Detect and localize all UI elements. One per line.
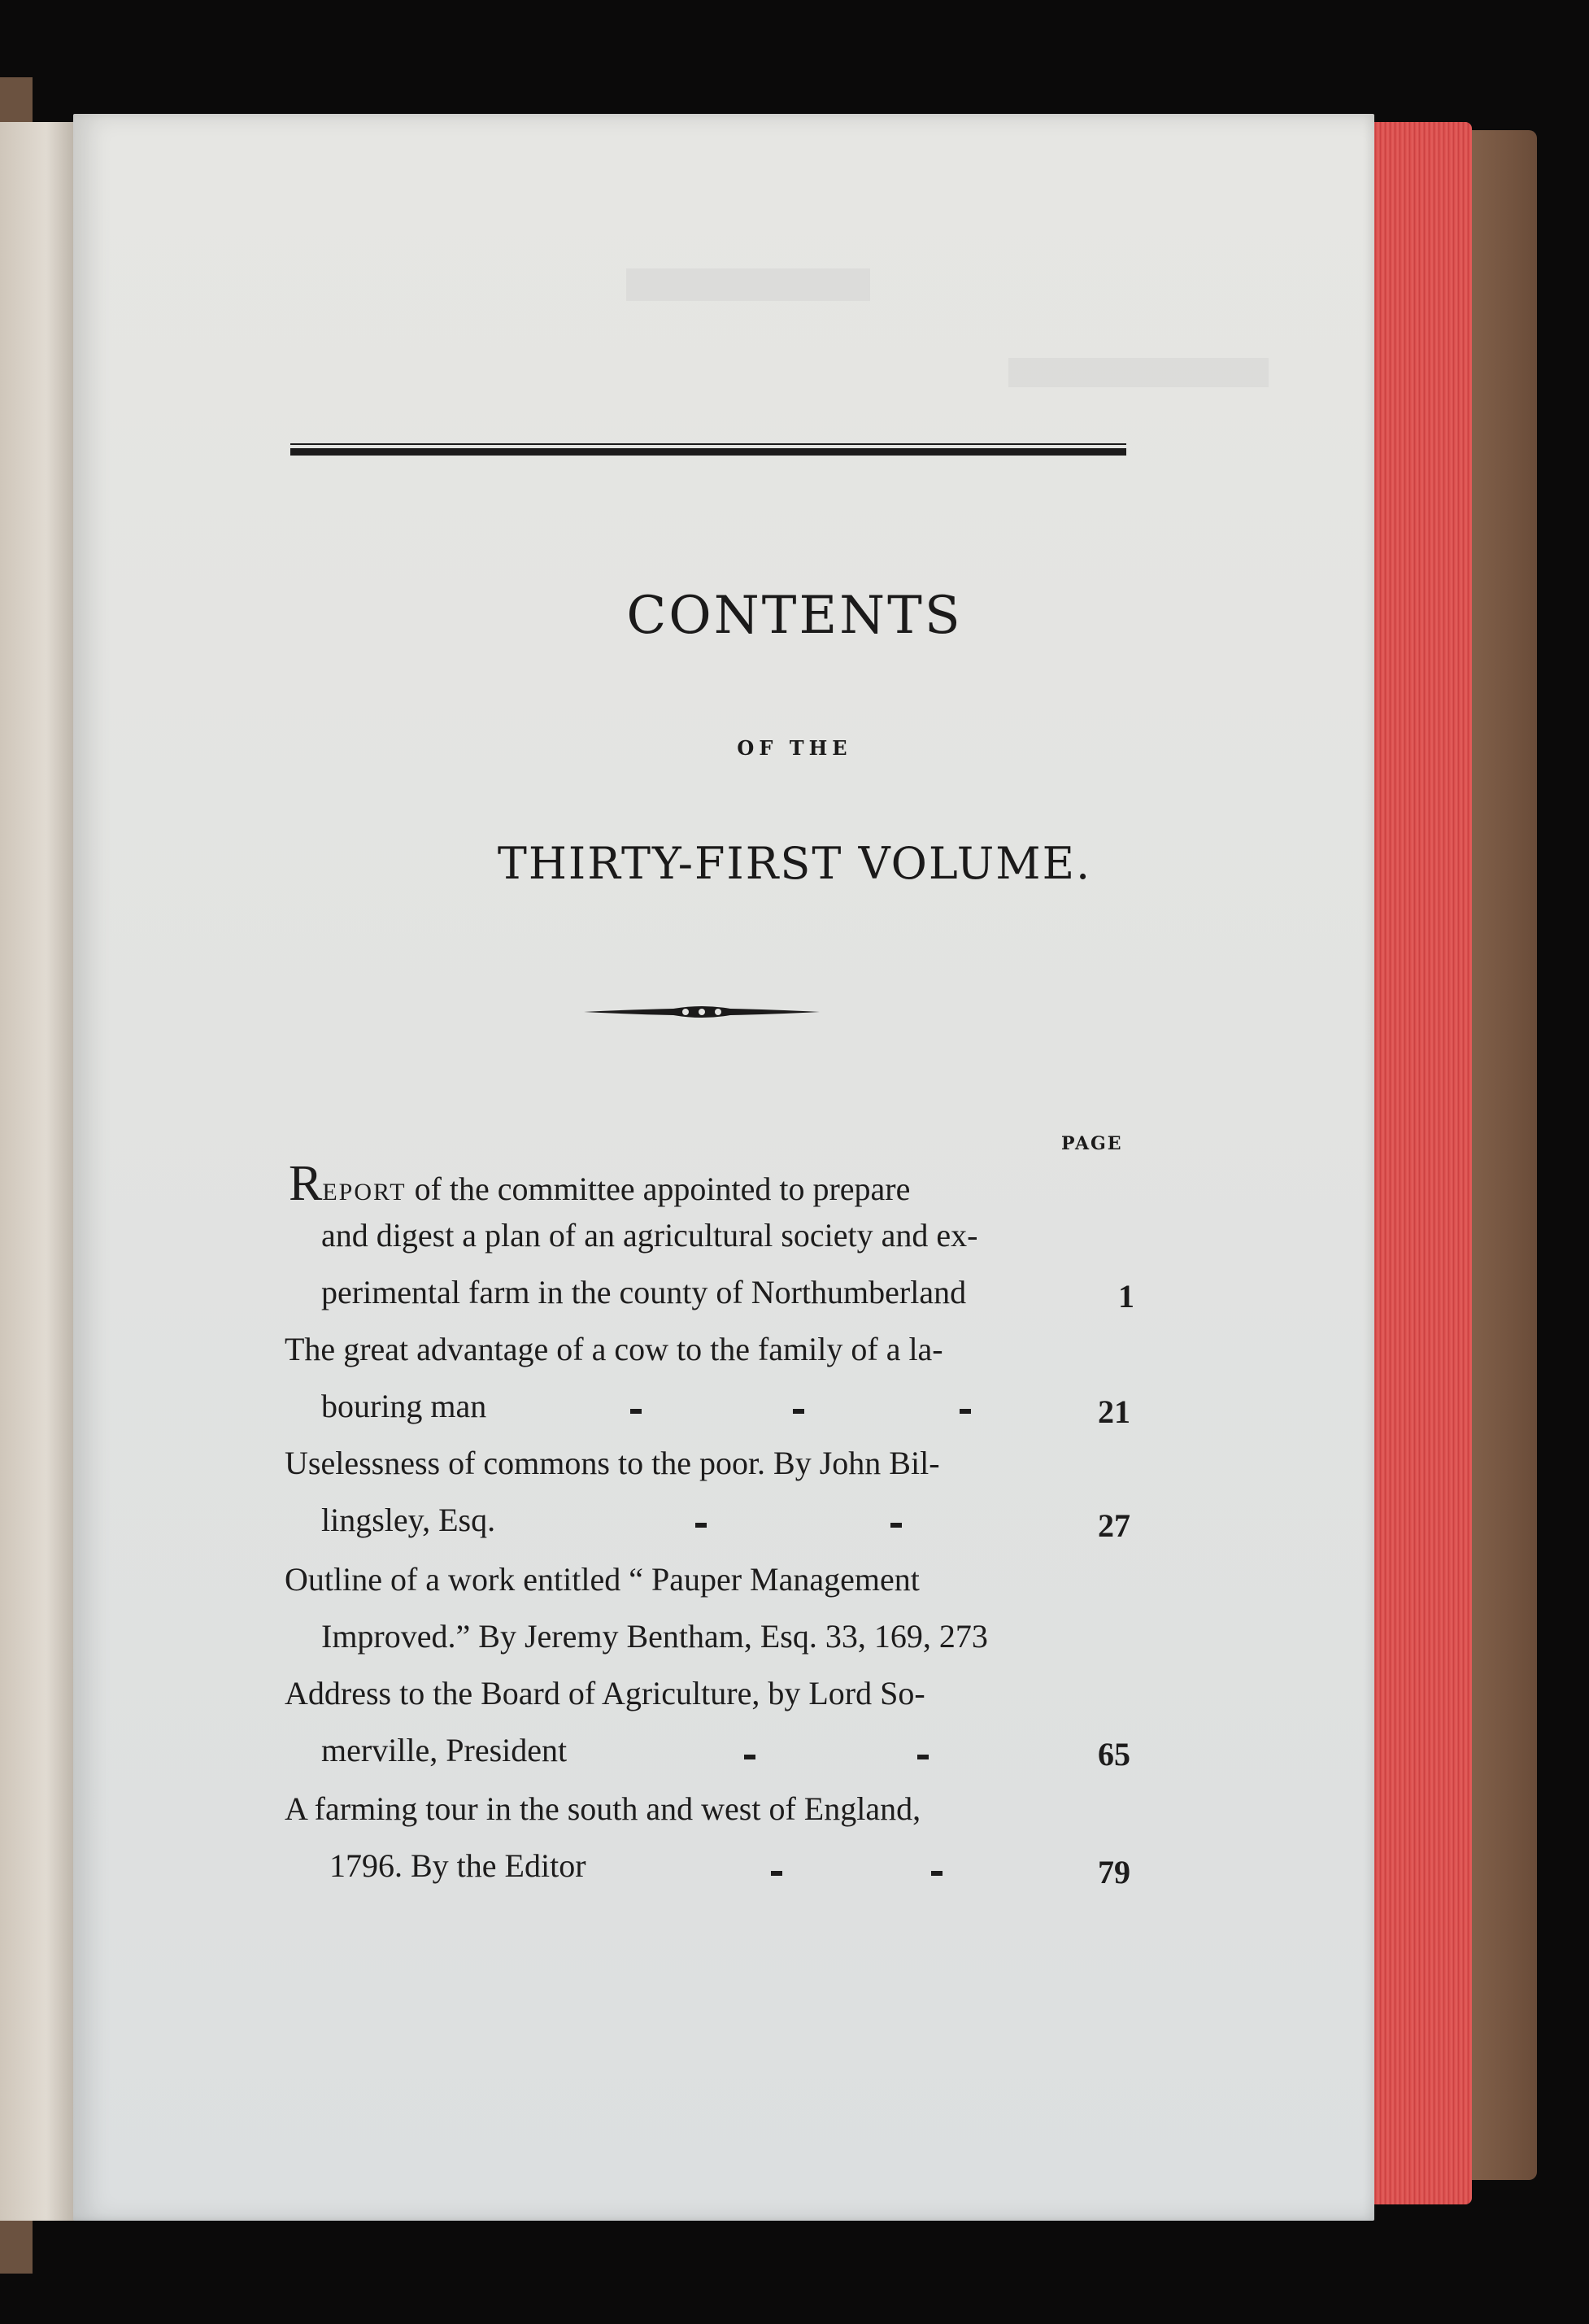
- leader-dash: [931, 1871, 943, 1876]
- toc-entry-3-page: 27: [1098, 1507, 1130, 1544]
- toc-entry-2-line-2: bouring man: [321, 1388, 487, 1424]
- small-caps: EPORT: [322, 1179, 407, 1206]
- toc-entry-2-line-1: The great advantage of a cow to the family of a la-: [285, 1331, 943, 1367]
- leader-dash: [744, 1755, 755, 1759]
- leader-dash: [917, 1755, 929, 1759]
- leader-dash: [793, 1409, 804, 1414]
- leader-dash: [960, 1409, 971, 1414]
- toc-entry-3-line-1: Uselessness of commons to the poor. By John Bil-: [285, 1445, 940, 1481]
- leader-dash: [890, 1523, 902, 1528]
- toc-entry-5-line-1: Address to the Board of Agriculture, by Lord So-: [285, 1675, 925, 1711]
- show-through: [626, 268, 870, 301]
- toc-entry-1-line-2: and digest a plan of an agricultural society and ex-: [321, 1217, 978, 1254]
- entry-text: of the committee appointed to prepare: [414, 1171, 911, 1207]
- page-column-label: PAGE: [1061, 1133, 1123, 1154]
- toc-entry-5-line-2: merville, President: [321, 1732, 568, 1768]
- toc-entry-6-line-1: A farming tour in the south and west of England,: [285, 1790, 921, 1827]
- leader-dash: [630, 1409, 642, 1414]
- ornament-rule: [584, 1002, 820, 1022]
- contents-title: CONTENTS: [626, 586, 963, 646]
- toc-entry-1-line-3: perimental farm in the county of Northumberland: [321, 1274, 967, 1310]
- toc-entry-1-line-1: [289, 1155, 910, 1213]
- red-page-edges: [1366, 122, 1472, 2204]
- toc-entry-2-page: 21: [1098, 1393, 1130, 1430]
- toc-entry-3-line-2: lingsley, Esq.: [321, 1502, 496, 1538]
- toc-entry-4-line-1: Outline of a work entitled “ Pauper Management: [285, 1561, 920, 1598]
- left-page-edge: [0, 122, 79, 2221]
- toc-entry-6-page: 79: [1098, 1854, 1130, 1890]
- leader-dash: [771, 1871, 782, 1876]
- toc-entry-6-line-2: 1796. By the Editor: [329, 1847, 586, 1884]
- toc-entry-5-page: 65: [1098, 1736, 1130, 1772]
- toc-entry-1-page: 1: [1118, 1278, 1134, 1315]
- drop-cap: R: [289, 1156, 323, 1211]
- of-the-label: OF THE: [737, 736, 852, 760]
- top-double-rule: [290, 443, 1126, 456]
- toc-entry-4-line-2: Improved.” By Jeremy Bentham, Esq. 33, 169, 273: [321, 1618, 988, 1655]
- show-through: [1008, 358, 1269, 387]
- leader-dash: [695, 1523, 707, 1528]
- volume-title: THIRTY-FIRST VOLUME.: [497, 838, 1092, 889]
